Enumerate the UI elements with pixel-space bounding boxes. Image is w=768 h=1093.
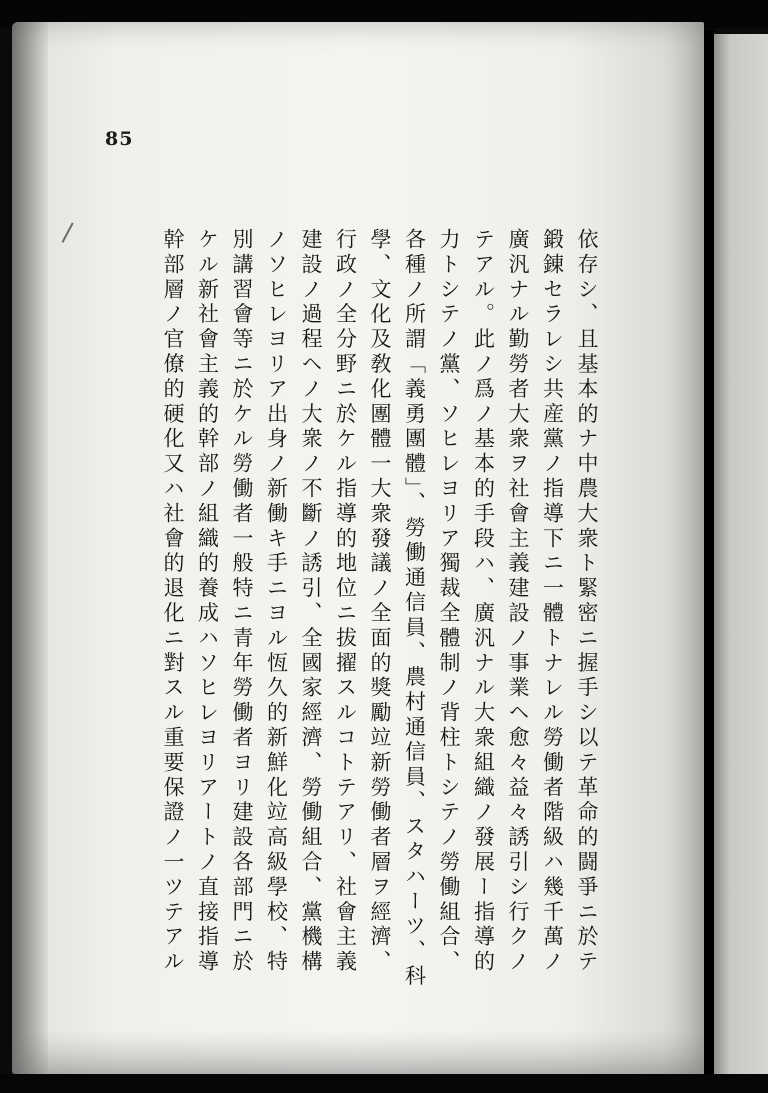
text-line: 幹部層ノ官僚的硬化又ハ社會的退化ニ對スル重要保證ノ一ツテアル bbox=[161, 228, 185, 975]
text-line: ノソヒレヨリア出身ノ新働キ手ニヨル恆久的新鮮化竝高級學校、特 bbox=[264, 228, 289, 975]
vertical-text-body bbox=[161, 228, 604, 998]
text-line: 鍛錬セラレシ共産黨ノ指導下ニ一體トナレル勞働者階級ハ幾千萬ノ bbox=[540, 228, 565, 975]
text-line: 別講習會等ニ於ケル勞働者一般特ニ青年勞働者ヨリ建設各部門ニ於 bbox=[230, 228, 254, 975]
text-line: 行政ノ全分野ニ於ケル指導的地位ニ拔擢スルコトテアリ、社會主義 bbox=[333, 228, 358, 975]
page-number: 85 bbox=[105, 128, 134, 150]
text-line: テアル。此ノ爲ノ基本的手段ハ、廣汎ナル大衆組織ノ發展ー指導的 bbox=[471, 228, 496, 975]
page-bottom-shadow bbox=[12, 1030, 704, 1074]
text-line: 學、文化及敎化團體一大衆發議ノ全面的獎勵竝新勞働者層ヲ經濟、 bbox=[368, 228, 392, 975]
page-binding-shadow bbox=[12, 22, 48, 1074]
book-gutter bbox=[704, 30, 714, 1080]
scan-bottom-border bbox=[0, 1074, 768, 1093]
text-line: 各種ノ所謂「義勇團體」、勞働通信員、農村通信員、スタハーツ、科 bbox=[402, 228, 427, 990]
text-line: 建設ノ過程ヘノ大衆ノ不斷ノ誘引、全國家經濟、勞働組合、黨機構 bbox=[299, 228, 323, 975]
text-line: 力トシテノ黨、ソヒレヨリア獨裁全體制ノ背柱トシテノ勞働組合、 bbox=[437, 228, 461, 975]
text-line: 廣汎ナル勤勞者大衆ヲ社會主義建設ノ事業ヘ愈々益々誘引シ行クノ bbox=[506, 228, 530, 975]
text-line: ケル新社會主義的幹部ノ組織的養成ハソヒレヨリアートノ直接指導 bbox=[195, 228, 220, 975]
text-line: 依存シ、且基本的ナ中農大衆ト緊密ニ握手シ以テ革命的闘爭ニ於テ bbox=[575, 228, 599, 975]
adjacent-page-edge bbox=[714, 34, 768, 1080]
